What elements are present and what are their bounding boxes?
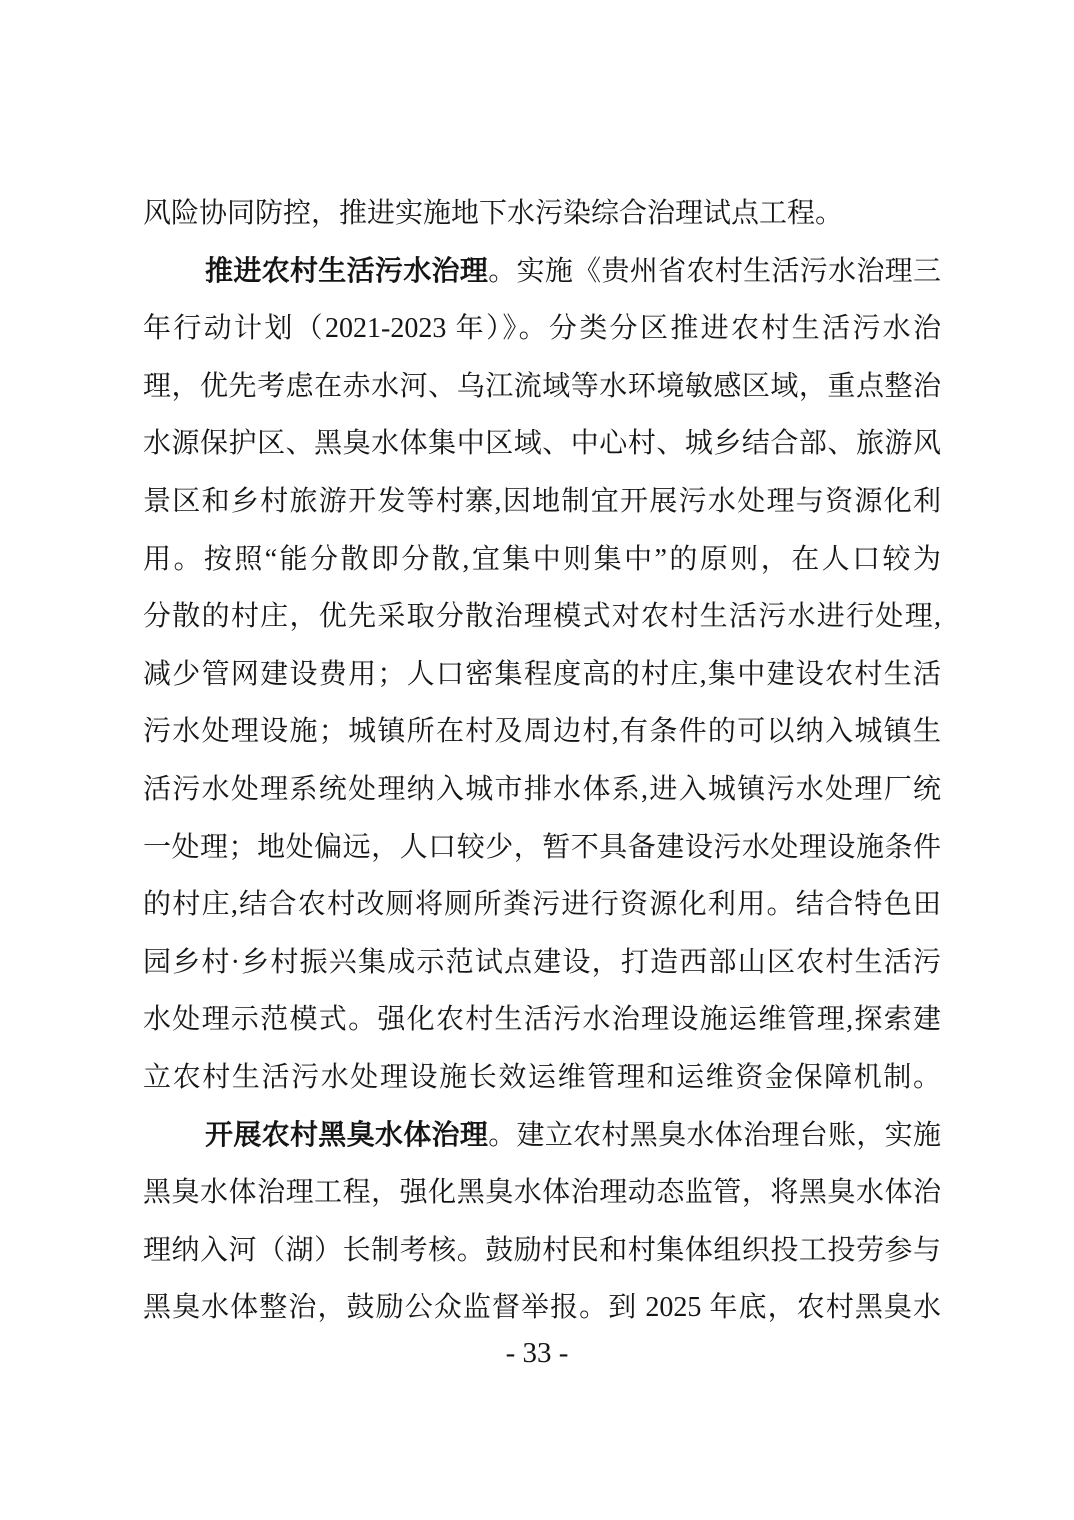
text-segment: 一处理；地处偏远，人口较少，暂不具备建设污水处理设施条件 [143, 831, 941, 863]
text-line [143, 185, 941, 243]
text-segment: 。实施《贵州省农村生活污水治理三 [488, 255, 941, 287]
text-segment: 园乡村·乡村振兴集成示范试点建设，打造西部山区农村生活污 [143, 946, 941, 978]
text-line [143, 415, 941, 473]
text-line [143, 1222, 941, 1280]
text-line [143, 300, 941, 358]
text-line [143, 531, 941, 589]
text-segment: 景区和乡村旅游开发等村寨,因地制宜开展污水处理与资源化利 [143, 485, 941, 517]
text-line [143, 473, 941, 531]
text-segment: 的村庄,结合农村改厕将厕所粪污进行资源化利用。结合特色田 [143, 889, 941, 921]
text-line [143, 761, 941, 819]
text-segment: 年行动计划（2021-2023 年）》。分类分区推进农村生活污水治 [143, 313, 941, 345]
text-segment: 分散的村庄，优先采取分散治理模式对农村生活污水进行处理, [143, 601, 941, 633]
body-text [143, 185, 941, 1337]
text-segment: 立农村生活污水处理设施长效运维管理和运维资金保障机制。 [143, 1061, 941, 1093]
text-line [143, 588, 941, 646]
paragraph-lead-bold: 推进农村生活污水治理 [205, 255, 489, 287]
text-segment: 黑臭水体治理工程，强化黑臭水体治理动态监管，将黑臭水体治 [143, 1177, 941, 1209]
text-segment: 减少管网建设费用；人口密集程度高的村庄,集中建设农村生活 [143, 658, 941, 690]
text-line [143, 243, 941, 301]
text-segment: 水源保护区、黑臭水体集中区域、中心村、城乡结合部、旅游风 [143, 428, 941, 460]
text-line [143, 1107, 941, 1165]
text-line [143, 934, 941, 992]
text-segment: 污水处理设施；城镇所在村及周边村,有条件的可以纳入城镇生 [143, 716, 941, 748]
page-number: - 33 - [505, 1337, 569, 1369]
text-line [143, 991, 941, 1049]
text-segment: 用。按照“能分散即分散,宜集中则集中”的原则，在人口较为 [143, 543, 941, 575]
text-line [143, 703, 941, 761]
text-line [143, 646, 941, 704]
text-segment: 理纳入河（湖）长制考核。鼓励村民和村集体组织投工投劳参与 [143, 1234, 941, 1266]
text-line [143, 819, 941, 877]
paragraph-lead-bold: 开展农村黑臭水体治理 [205, 1119, 489, 1151]
text-segment: 风险协同防控，推进实施地下水污染综合治理试点工程。 [143, 198, 844, 229]
text-segment: 。建立农村黑臭水体治理台账，实施 [488, 1119, 941, 1151]
text-line [143, 358, 941, 416]
text-line [143, 1049, 941, 1107]
page-footer [0, 1331, 1074, 1375]
text-line [143, 1164, 941, 1222]
text-line [143, 876, 941, 934]
text-segment: 活污水处理系统处理纳入城市排水体系,进入城镇污水处理厂统 [143, 773, 941, 805]
text-segment: 水处理示范模式。强化农村生活污水治理设施运维管理,探索建 [143, 1004, 941, 1036]
text-line [143, 1279, 941, 1337]
text-segment: 理，优先考虑在赤水河、乌江流域等水环境敏感区域，重点整治 [143, 370, 941, 402]
text-segment: 黑臭水体整治，鼓励公众监督举报。到 2025 年底，农村黑臭水 [143, 1292, 941, 1324]
